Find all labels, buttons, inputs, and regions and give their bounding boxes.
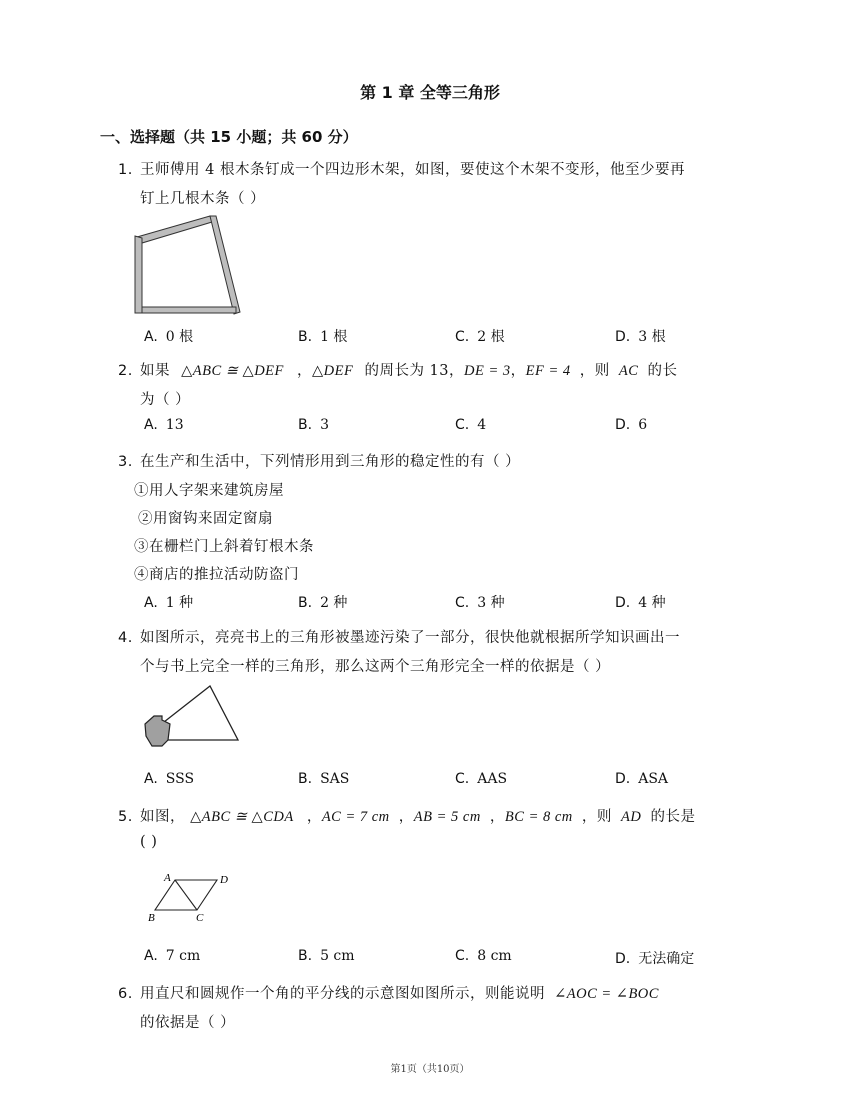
q1-option-b: B. 1 根 (298, 329, 348, 345)
question-5-line-2: ( ) (140, 834, 158, 850)
q2-option-c: C. 4 (455, 417, 487, 433)
question-6-line-1: 6. 用直尺和圆规作一个角的平分线的示意图如图所示，则能说明 ∠AOC = ∠BOC (118, 986, 659, 1002)
page-title: 第 1 章 全等三角形 (360, 83, 500, 102)
q5-option-c: C. 8 cm (455, 948, 512, 964)
q5-option-d: D. 无法确定 (615, 951, 695, 967)
q4-option-b: B. SAS (298, 771, 350, 787)
parallelogram-figure (145, 868, 245, 928)
question-2-line-2: 为（ ） (140, 392, 191, 408)
q4-option-d: D. ASA (615, 771, 669, 787)
question-4-line-2: 个与书上完全一样的三角形，那么这两个三角形完全一样的依据是（ ） (140, 659, 611, 675)
q2-option-a: A. 13 (144, 417, 184, 433)
q3-item-1: ①用人字架来建筑房屋 (134, 483, 284, 499)
vertex-c-label: C (196, 912, 204, 924)
ink-stained-triangle-figure (140, 682, 250, 752)
question-number: 1. (118, 162, 133, 178)
quadrilateral-frame-figure (130, 210, 250, 320)
section-heading: 一、选择题（共 15 小题；共 60 分） (100, 128, 358, 146)
q3-option-c: C. 3 种 (455, 595, 505, 611)
vertex-a-label: A (164, 872, 171, 884)
question-4-line-1: 4. 如图所示，亮亮书上的三角形被墨迹污染了一部分，很快他就根据所学知识画出一 (118, 630, 680, 646)
question-text: 王师傅用 4 根木条钉成一个四边形木架，如图，要使这个木架不变形，他至少要再 (140, 162, 685, 178)
question-1-line-1 (118, 158, 685, 179)
question-2-line-1: 2. 如果 △ABC ≅ △DEF ，△DEF 的周长为 13，DE = 3，EF = 4 ，则 AC 的长 (118, 363, 678, 379)
q3-item-4: ④商店的推拉活动防盗门 (134, 567, 299, 583)
page-footer: 第1页（共10页） (390, 1064, 470, 1075)
q3-option-a: A. 1 种 (144, 595, 194, 611)
q5-option-a: A. 7 cm (144, 948, 201, 964)
q1-option-d: D. 3 根 (615, 329, 666, 345)
question-6-line-2: 的依据是（ ） (140, 1015, 236, 1031)
q3-item-3: ③在栅栏门上斜着钉根木条 (134, 539, 314, 555)
question-3-line-1: 3. 在生产和生活中，下列情形用到三角形的稳定性的有（ ） (118, 454, 521, 470)
vertex-b-label: B (148, 912, 155, 924)
question-5-line-1: 5. 如图， △ABC ≅ △CDA ，AC = 7 cm ，AB = 5 cm ，BC = 8 cm ，则 AD 的长是 (118, 809, 696, 825)
q1-option-a: A. 0 根 (144, 329, 194, 345)
q4-option-c: C. AAS (455, 771, 508, 787)
q4-option-a: A. SSS (144, 771, 195, 787)
q5-option-b: B. 5 cm (298, 948, 355, 964)
vertex-d-label: D (220, 874, 228, 886)
q3-option-d: D. 4 种 (615, 595, 666, 611)
q1-option-c: C. 2 根 (455, 329, 505, 345)
q2-option-d: D. 6 (615, 417, 648, 433)
q3-item-2: ②用窗钩来固定窗扇 (138, 511, 273, 527)
question-1-line-2: 钉上几根木条（ ） (140, 191, 266, 207)
q3-option-b: B. 2 种 (298, 595, 348, 611)
q2-option-b: B. 3 (298, 417, 329, 433)
